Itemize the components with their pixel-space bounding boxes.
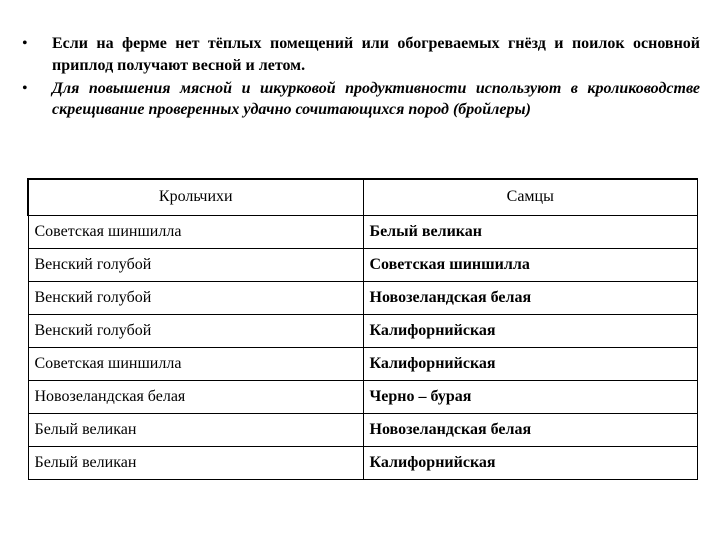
table-row	[28, 446, 698, 479]
table-row	[28, 380, 698, 413]
table-row	[28, 248, 698, 281]
breeding-crosses-table	[27, 178, 698, 480]
female-breed-cell: Белый великан	[28, 446, 363, 479]
male-breed-cell: Калифорнийская	[363, 347, 698, 380]
header-females: Крольчихи	[28, 179, 363, 215]
table-row	[28, 347, 698, 380]
male-breed-cell: Советская шиншилла	[363, 248, 698, 281]
female-breed-cell: Белый великан	[28, 413, 363, 446]
female-breed-cell: Венский голубой	[28, 314, 363, 347]
male-breed-cell: Калифорнийская	[363, 446, 698, 479]
bullet-item-1	[22, 33, 700, 76]
female-breed-cell: Венский голубой	[28, 281, 363, 314]
table-row	[28, 281, 698, 314]
table-row	[28, 215, 698, 248]
bullet-text-1: Если на ферме нет тёплых помещений или обогреваемых гнёзд и поилок основной приплод получают весной и летом.	[52, 35, 700, 74]
male-breed-cell: Новозеландская белая	[363, 413, 698, 446]
table-row	[28, 314, 698, 347]
male-breed-cell: Калифорнийская	[363, 314, 698, 347]
male-breed-cell: Новозеландская белая	[363, 281, 698, 314]
male-breed-cell: Черно – бурая	[363, 380, 698, 413]
male-breed-cell: Белый великан	[363, 215, 698, 248]
female-breed-cell: Советская шиншилла	[28, 347, 363, 380]
header-males: Самцы	[363, 179, 698, 215]
bullet-item-2	[22, 78, 700, 121]
bullet-icon: •	[22, 35, 28, 52]
table-row	[28, 413, 698, 446]
female-breed-cell: Венский голубой	[28, 248, 363, 281]
bullet-text-2: Для повышения мясной и шкурковой продуктивности используют в кролиководстве скрещивание проверенных удачно сочитающихся пород (бройлеры)	[52, 79, 700, 118]
bullet-list	[22, 33, 700, 122]
table-header-row	[28, 179, 698, 215]
female-breed-cell: Советская шиншилла	[28, 215, 363, 248]
bullet-icon: •	[22, 79, 28, 97]
female-breed-cell: Новозеландская белая	[28, 380, 363, 413]
